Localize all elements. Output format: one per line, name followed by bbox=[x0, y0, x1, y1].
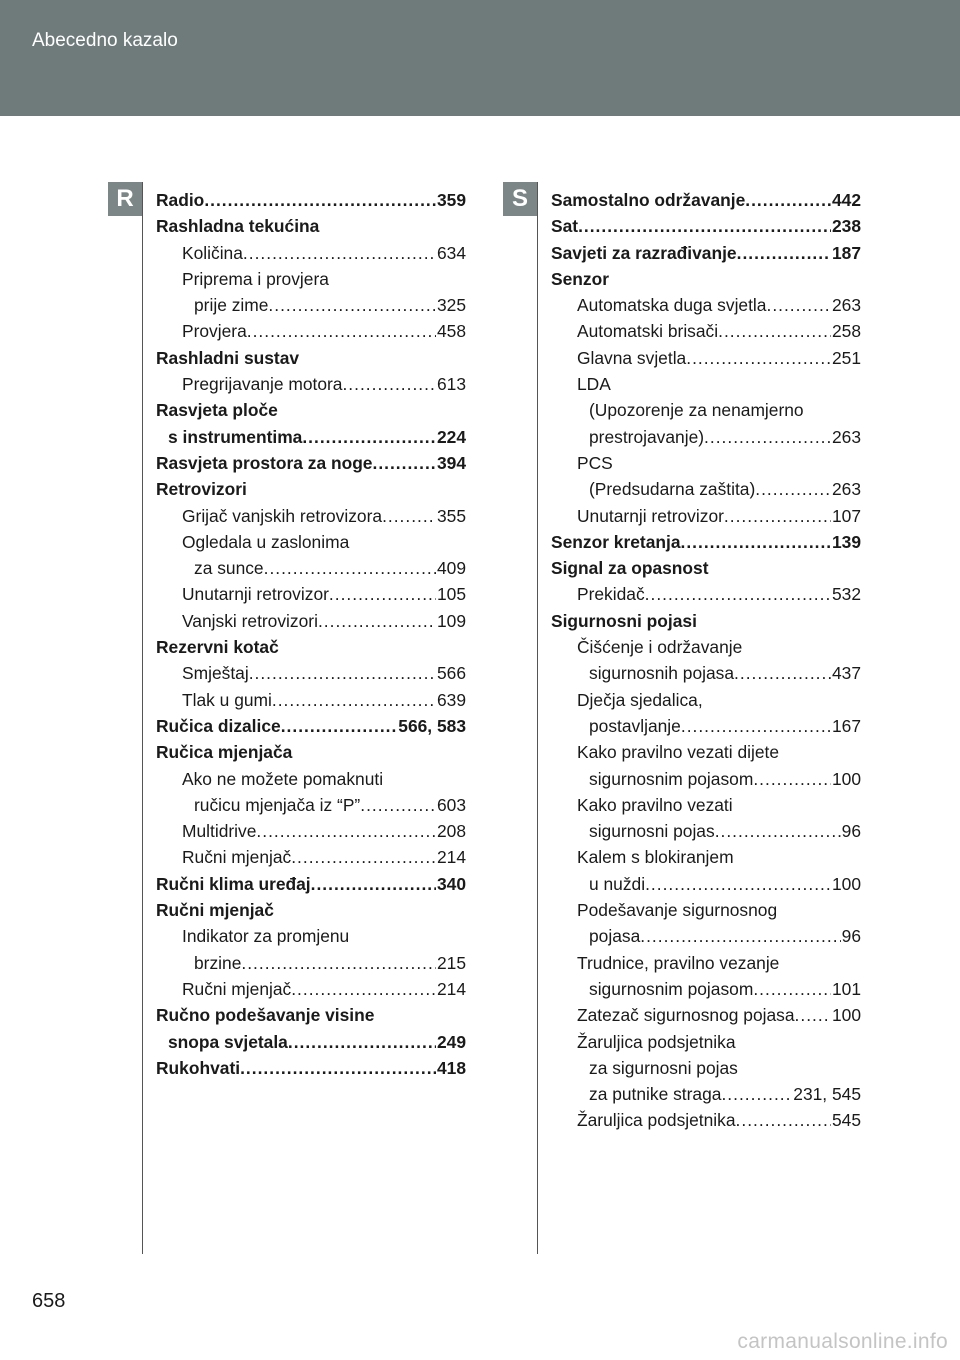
entry-page: 394 bbox=[436, 452, 466, 473]
dot-leader bbox=[243, 240, 436, 266]
dot-leader bbox=[291, 976, 436, 1002]
entry-text: pojasa bbox=[589, 926, 641, 947]
entry-page: 613 bbox=[436, 374, 466, 395]
entry-text: prije zime bbox=[194, 295, 269, 316]
dot-leader bbox=[724, 503, 831, 529]
index-entry bbox=[551, 555, 861, 581]
section-letter-r: R bbox=[108, 182, 142, 216]
entry-text: Rezervni kotač bbox=[156, 637, 279, 658]
index-entry bbox=[551, 976, 861, 1002]
entry-text: Žaruljica podsjetnika bbox=[577, 1110, 736, 1131]
index-entry bbox=[156, 450, 466, 476]
page-number: 658 bbox=[32, 1290, 66, 1312]
entry-text: Retrovizori bbox=[156, 479, 247, 500]
dot-leader bbox=[360, 792, 436, 818]
dot-leader bbox=[302, 424, 436, 450]
entry-text: Rasvjeta ploče bbox=[156, 400, 278, 421]
entry-text: Glavna svjetla bbox=[577, 347, 687, 368]
entry-page: 355 bbox=[436, 505, 466, 526]
entry-page: 224 bbox=[436, 426, 466, 447]
entry-text: Rashladni sustav bbox=[156, 347, 300, 368]
entry-text: Tlak u gumi bbox=[182, 689, 272, 710]
entry-page: 532 bbox=[831, 584, 861, 605]
dot-leader bbox=[382, 503, 436, 529]
dot-leader bbox=[737, 240, 831, 266]
entry-text: Automatska duga svjetla bbox=[577, 295, 767, 316]
dot-leader bbox=[249, 660, 436, 686]
index-entry bbox=[156, 766, 466, 792]
entry-text: PCS bbox=[577, 452, 613, 473]
index-entry bbox=[551, 844, 861, 870]
entry-text: Provjera bbox=[182, 321, 247, 342]
entry-page: 167 bbox=[831, 715, 861, 736]
index-column-r bbox=[156, 187, 466, 1081]
header-title: Abecedno kazalo bbox=[32, 30, 178, 51]
entry-text: Pregrijavanje motora bbox=[182, 374, 343, 395]
entry-text: snopa svjetala bbox=[168, 1031, 288, 1052]
entry-text: Žaruljica podsjetnika bbox=[577, 1031, 736, 1052]
entry-page: 263 bbox=[831, 426, 861, 447]
entry-text: Ručni mjenjač bbox=[182, 978, 292, 999]
entry-page: 187 bbox=[831, 242, 861, 263]
index-entry bbox=[156, 187, 466, 213]
entry-text: Kalem s blokiranjem bbox=[577, 847, 734, 868]
dot-leader bbox=[718, 318, 831, 344]
index-entry bbox=[551, 739, 861, 765]
dot-leader bbox=[681, 529, 831, 555]
index-entry bbox=[156, 818, 466, 844]
index-entry bbox=[551, 923, 861, 949]
entry-page: 100 bbox=[831, 768, 861, 789]
index-entry bbox=[156, 976, 466, 1002]
entry-page: 215 bbox=[436, 952, 466, 973]
entry-page: 105 bbox=[436, 584, 466, 605]
dot-leader bbox=[204, 187, 436, 213]
entry-text: brzine bbox=[194, 952, 242, 973]
entry-text: Unutarnji retrovizor bbox=[577, 505, 724, 526]
dot-leader bbox=[753, 976, 831, 1002]
index-entry bbox=[156, 950, 466, 976]
dot-leader bbox=[329, 581, 436, 607]
index-entry bbox=[156, 608, 466, 634]
index-entry bbox=[156, 634, 466, 660]
entry-page: 566 bbox=[436, 663, 466, 684]
entry-text: Ogledala u zaslonima bbox=[182, 531, 350, 552]
entry-text: Smještaj bbox=[182, 663, 249, 684]
entry-page: 418 bbox=[436, 1057, 466, 1078]
entry-page: 238 bbox=[831, 216, 861, 237]
dot-leader bbox=[291, 844, 436, 870]
index-entry bbox=[551, 292, 861, 318]
entry-text: Radio bbox=[156, 190, 205, 210]
entry-page: 603 bbox=[436, 794, 466, 815]
entry-text: Rasvjeta prostora za noge bbox=[156, 452, 373, 473]
index-entry bbox=[551, 1107, 861, 1133]
entry-text: Signal za opasnost bbox=[551, 558, 709, 579]
entry-page: 101 bbox=[831, 978, 861, 999]
dot-leader bbox=[640, 923, 840, 949]
dot-leader bbox=[240, 1055, 436, 1081]
entry-page: 442 bbox=[831, 190, 861, 210]
dot-leader bbox=[268, 292, 436, 318]
index-entry bbox=[551, 450, 861, 476]
entry-text: (Upozorenje za nenamjerno bbox=[589, 400, 804, 421]
entry-text: s instrumentima bbox=[168, 426, 303, 447]
entry-text: Čišćenje i održavanje bbox=[577, 637, 743, 658]
entry-text: Vanjski retrovizori bbox=[182, 610, 318, 631]
entry-page: 231, 545 bbox=[793, 1084, 861, 1105]
index-entry bbox=[551, 581, 861, 607]
entry-text: Ručno podešavanje visine bbox=[156, 1005, 375, 1026]
index-entry bbox=[156, 503, 466, 529]
index-entry bbox=[551, 897, 861, 923]
entry-text: prestrojavanje) bbox=[589, 426, 705, 447]
entry-text: Rashladna tekućina bbox=[156, 216, 320, 237]
entry-text: Indikator za promjenu bbox=[182, 926, 350, 947]
index-entry bbox=[551, 1029, 861, 1055]
dot-leader bbox=[755, 476, 831, 502]
entry-page: 107 bbox=[831, 505, 861, 526]
index-entry bbox=[551, 1055, 861, 1081]
entry-text: za sigurnosni pojas bbox=[589, 1057, 738, 1078]
entry-page: 214 bbox=[436, 847, 466, 868]
index-entry bbox=[156, 897, 466, 923]
index-entry bbox=[551, 608, 861, 634]
dot-leader bbox=[342, 371, 436, 397]
index-entry bbox=[551, 660, 861, 686]
index-entry bbox=[551, 871, 861, 897]
entry-page: 96 bbox=[841, 926, 861, 947]
index-entry bbox=[156, 713, 466, 739]
index-entry bbox=[156, 529, 466, 555]
index-entry bbox=[551, 345, 861, 371]
entry-text: sigurnosnim pojasom bbox=[589, 978, 754, 999]
dot-leader bbox=[288, 1029, 436, 1055]
entry-text: Automatski brisači bbox=[577, 321, 719, 342]
entry-page: 639 bbox=[436, 689, 466, 710]
watermark: carmanualsonline.info bbox=[737, 1330, 948, 1353]
dot-leader bbox=[247, 318, 436, 344]
dot-leader bbox=[645, 871, 831, 897]
entry-text: postavljanje bbox=[589, 715, 681, 736]
index-entry bbox=[156, 1029, 466, 1055]
index-entry bbox=[551, 213, 861, 239]
index-entry bbox=[551, 476, 861, 502]
entry-page: 96 bbox=[841, 821, 861, 842]
dot-leader bbox=[721, 1081, 792, 1107]
entry-text: Ručni klima uređaj bbox=[156, 873, 311, 894]
index-entry bbox=[156, 1055, 466, 1081]
entry-page: 139 bbox=[831, 531, 861, 552]
index-entry bbox=[156, 923, 466, 949]
index-entry bbox=[156, 476, 466, 502]
index-entry bbox=[156, 1002, 466, 1028]
entry-page: 263 bbox=[831, 479, 861, 500]
index-entry bbox=[551, 187, 861, 213]
entry-text: Ručni mjenjač bbox=[182, 847, 292, 868]
entry-text: Ručni mjenjač bbox=[156, 900, 274, 921]
entry-text: Trudnice, pravilno vezanje bbox=[577, 952, 780, 973]
entry-text: Priprema i provjera bbox=[182, 268, 329, 289]
entry-text: Sat bbox=[551, 216, 579, 237]
entry-text: Samostalno održavanje bbox=[551, 190, 746, 210]
entry-page: 545 bbox=[831, 1110, 861, 1131]
entry-text: Količina bbox=[182, 242, 243, 263]
entry-text: Senzor bbox=[551, 268, 609, 289]
entry-text: za sunce bbox=[194, 558, 264, 579]
index-entry bbox=[156, 844, 466, 870]
index-entry bbox=[156, 213, 466, 239]
index-entry bbox=[156, 345, 466, 371]
index-entry bbox=[156, 318, 466, 344]
index-entry bbox=[551, 529, 861, 555]
index-entry bbox=[551, 318, 861, 344]
index-entry bbox=[551, 371, 861, 397]
index-entry bbox=[156, 371, 466, 397]
index-entry bbox=[551, 424, 861, 450]
dot-leader bbox=[578, 213, 831, 239]
entry-page: 359 bbox=[436, 190, 466, 210]
index-entry bbox=[551, 792, 861, 818]
dot-leader bbox=[745, 187, 831, 213]
dot-leader bbox=[311, 871, 436, 897]
entry-text: Kako pravilno vezati dijete bbox=[577, 742, 780, 763]
dot-leader bbox=[681, 713, 831, 739]
entry-page: 340 bbox=[436, 873, 466, 894]
entry-page: 437 bbox=[831, 663, 861, 684]
index-entry bbox=[551, 950, 861, 976]
dot-leader bbox=[372, 450, 436, 476]
entry-page: 634 bbox=[436, 242, 466, 263]
section-letter-s: S bbox=[503, 182, 537, 216]
entry-page: 325 bbox=[436, 295, 466, 316]
dot-leader bbox=[281, 713, 398, 739]
index-entry bbox=[551, 503, 861, 529]
dot-leader bbox=[264, 555, 436, 581]
dot-leader bbox=[736, 1107, 831, 1133]
index-entry bbox=[156, 739, 466, 765]
index-entry bbox=[156, 792, 466, 818]
index-entry bbox=[551, 397, 861, 423]
index-entry bbox=[551, 713, 861, 739]
entry-page: 109 bbox=[436, 610, 466, 631]
entry-text: Senzor kretanja bbox=[551, 531, 681, 552]
index-entry bbox=[156, 555, 466, 581]
dot-leader bbox=[318, 608, 436, 634]
index-entry bbox=[156, 266, 466, 292]
entry-page: 458 bbox=[436, 321, 466, 342]
entry-page: 409 bbox=[436, 558, 466, 579]
entry-text: sigurnosnih pojasa bbox=[589, 663, 735, 684]
entry-text: Podešavanje sigurnosnog bbox=[577, 900, 778, 921]
index-entry bbox=[551, 766, 861, 792]
entry-text: Rukohvati bbox=[156, 1057, 241, 1078]
index-entry bbox=[156, 424, 466, 450]
entry-page: 214 bbox=[436, 978, 466, 999]
entry-text: Savjeti za razrađivanje bbox=[551, 242, 737, 263]
entry-text: Ručica mjenjača bbox=[156, 742, 293, 763]
entry-text: ručicu mjenjača iz “P” bbox=[194, 794, 361, 815]
entry-text: Sigurnosni pojasi bbox=[551, 610, 697, 631]
entry-text: Multidrive bbox=[182, 821, 257, 842]
index-entry bbox=[156, 687, 466, 713]
entry-text: u nuždi bbox=[589, 873, 646, 894]
entry-page: 251 bbox=[831, 347, 861, 368]
dot-leader bbox=[795, 1002, 831, 1028]
entry-page: 100 bbox=[831, 873, 861, 894]
entry-text: LDA bbox=[577, 374, 611, 395]
entry-page: 566, 583 bbox=[398, 715, 466, 736]
entry-text: Zatezač sigurnosnog pojasa bbox=[577, 1005, 795, 1026]
entry-text: (Predsudarna zaštita) bbox=[589, 479, 756, 500]
index-entry bbox=[156, 660, 466, 686]
index-entry bbox=[551, 818, 861, 844]
index-entry bbox=[156, 871, 466, 897]
entry-text: sigurnosni pojas bbox=[589, 821, 715, 842]
dot-leader bbox=[256, 818, 436, 844]
entry-text: sigurnosnim pojasom bbox=[589, 768, 754, 789]
entry-page: 258 bbox=[831, 321, 861, 342]
entry-page: 249 bbox=[436, 1031, 466, 1052]
index-entry bbox=[551, 687, 861, 713]
dot-leader bbox=[715, 818, 841, 844]
dot-leader bbox=[766, 292, 831, 318]
dot-leader bbox=[272, 687, 436, 713]
entry-page: 208 bbox=[436, 821, 466, 842]
entry-text: Unutarnji retrovizor bbox=[182, 584, 329, 605]
index-entry bbox=[156, 581, 466, 607]
index-entry bbox=[551, 240, 861, 266]
column-divider-left bbox=[142, 182, 143, 1254]
entry-text: Grijač vanjskih retrovizora bbox=[182, 505, 383, 526]
dot-leader bbox=[753, 766, 831, 792]
dot-leader bbox=[645, 581, 831, 607]
entry-text: Ako ne možete pomaknuti bbox=[182, 768, 384, 789]
index-entry bbox=[156, 397, 466, 423]
index-entry bbox=[156, 292, 466, 318]
page-header bbox=[0, 0, 960, 116]
index-entry bbox=[551, 1002, 861, 1028]
dot-leader bbox=[686, 345, 831, 371]
index-entry bbox=[156, 240, 466, 266]
index-entry bbox=[551, 634, 861, 660]
dot-leader bbox=[241, 950, 436, 976]
entry-page: 263 bbox=[831, 295, 861, 316]
dot-leader bbox=[704, 424, 831, 450]
index-column-s bbox=[551, 187, 861, 1134]
entry-text: Kako pravilno vezati bbox=[577, 794, 733, 815]
entry-text: Dječja sjedalica, bbox=[577, 689, 703, 710]
entry-text: Prekidač bbox=[577, 584, 645, 605]
column-divider-right bbox=[537, 182, 538, 1254]
dot-leader bbox=[734, 660, 831, 686]
entry-page: 100 bbox=[831, 1005, 861, 1026]
index-entry bbox=[551, 266, 861, 292]
index-entry bbox=[551, 1081, 861, 1107]
entry-text: Ručica dizalice bbox=[156, 715, 281, 736]
entry-text: za putnike straga bbox=[589, 1084, 722, 1105]
